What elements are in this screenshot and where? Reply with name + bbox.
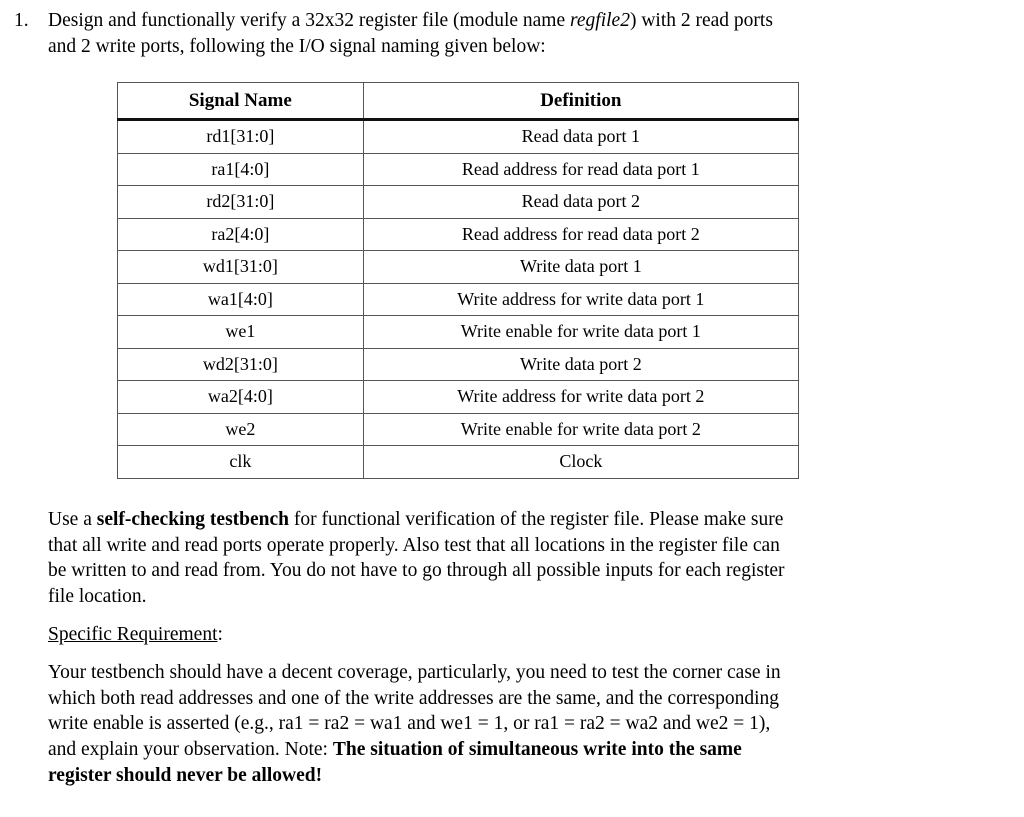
paragraph-text: Use a <box>48 509 97 530</box>
definition-cell: Write enable for write data port 1 <box>363 316 798 349</box>
paragraph-line: write enable is asserted (e.g., ra1 = ra2 = wa1 and we1 = 1, or ra1 = ra2 = wa2 and we2 = 1), <box>48 713 771 735</box>
signal-cell: wd1[31:0] <box>118 251 364 284</box>
table-row <box>118 381 799 414</box>
module-name: regfile2 <box>570 10 630 31</box>
requirement-paragraph <box>48 660 781 789</box>
paragraph-line <box>48 763 781 789</box>
table-row <box>118 446 799 479</box>
signal-cell: rd1[31:0] <box>118 120 364 154</box>
signal-cell: wd2[31:0] <box>118 348 364 381</box>
paragraph-line: that all write and read ports operate properly. Also test that all locations in the register file can <box>48 534 780 556</box>
definition-cell: Read address for read data port 1 <box>363 153 798 186</box>
paragraph-line <box>48 507 785 533</box>
signal-cell: wa1[4:0] <box>118 283 364 316</box>
question-line-1-post: ) with 2 read ports <box>629 10 773 31</box>
definition-cell: Clock <box>363 446 798 479</box>
definition-cell: Write data port 2 <box>363 348 798 381</box>
testbench-paragraph <box>48 507 785 610</box>
signal-table <box>117 82 799 479</box>
question-line-1 <box>48 8 948 34</box>
table-header-row <box>118 83 799 120</box>
definition-cell: Write data port 1 <box>363 251 798 284</box>
paragraph-text: and explain your observation. Note: <box>48 739 333 761</box>
table-row <box>118 413 799 446</box>
requirement-heading-colon: : <box>217 624 223 645</box>
signal-cell: clk <box>118 446 364 479</box>
table-row <box>118 283 799 316</box>
paragraph-line <box>48 737 781 763</box>
warning-emphasis: register should never be allowed! <box>48 764 323 786</box>
header-signal-name: Signal Name <box>118 83 364 120</box>
requirement-heading <box>48 622 223 648</box>
signal-cell: ra2[4:0] <box>118 218 364 251</box>
signal-cell: we2 <box>118 413 364 446</box>
paragraph-line: which both read addresses and one of the write addresses are the same, and the corresponding <box>48 687 779 709</box>
header-definition: Definition <box>363 83 798 120</box>
table-row <box>118 120 799 154</box>
paragraph-line: Your testbench should have a decent coverage, particularly, you need to test the corner case in <box>48 662 781 683</box>
paragraph-text: for functional verification of the register file. Please make sure <box>289 509 784 530</box>
signal-cell: we1 <box>118 316 364 349</box>
question-line-1-pre: Design and functionally verify a 32x32 register file (module name <box>48 10 571 31</box>
definition-cell: Read data port 1 <box>363 120 798 154</box>
definition-cell: Read address for read data port 2 <box>363 218 798 251</box>
table-row <box>118 251 799 284</box>
table-row <box>118 153 799 186</box>
table-row <box>118 348 799 381</box>
signal-cell: ra1[4:0] <box>118 153 364 186</box>
table-row <box>118 218 799 251</box>
paragraph-line: be written to and read from. You do not have to go through all possible inputs for each register <box>48 560 785 582</box>
definition-cell: Write enable for write data port 2 <box>363 413 798 446</box>
self-checking-testbench-emphasis: self-checking testbench <box>96 509 290 530</box>
table-row <box>118 316 799 349</box>
definition-cell: Read data port 2 <box>363 186 798 219</box>
question-text <box>48 8 948 60</box>
question-line-2: and 2 write ports, following the I/O signal naming given below: <box>48 36 546 57</box>
definition-cell: Write address for write data port 2 <box>363 381 798 414</box>
table-row <box>118 186 799 219</box>
definition-cell: Write address for write data port 1 <box>363 283 798 316</box>
warning-emphasis: The situation of simultaneous write into the same <box>332 739 742 761</box>
signal-cell: rd2[31:0] <box>118 186 364 219</box>
paragraph-line: file location. <box>48 586 147 608</box>
requirement-heading-text: Specific Requirement <box>48 624 218 645</box>
question-number: 1. <box>14 10 29 31</box>
signal-cell: wa2[4:0] <box>118 381 364 414</box>
